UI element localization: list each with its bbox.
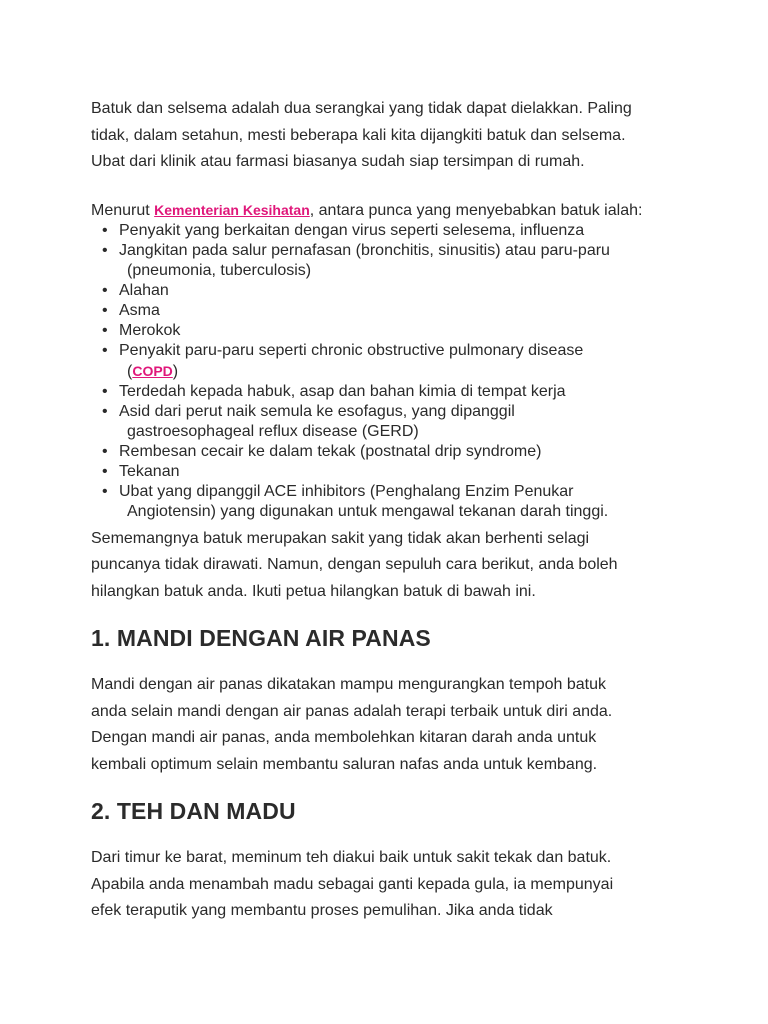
causes-lead-suffix: , antara punca yang menyebabkan batuk ialah: — [309, 201, 643, 219]
causes-list — [91, 221, 691, 522]
intro-line: Ubat dari klinik atau farmasi biasanya sudah siap tersimpan di rumah. — [91, 153, 585, 170]
intro-paragraph — [91, 96, 691, 176]
list-item: • Jangkitan pada salur pernafasan (bronchitis, sinusitis) atau paru-paru (pneumonia, tuberculosis) — [119, 241, 691, 281]
list-item: • Penyakit yang berkaitan dengan virus seperti selesema, influenza — [119, 221, 691, 241]
section-1-line: Mandi dengan air panas dikatakan mampu mengurangkan tempoh batuk — [91, 676, 606, 693]
causes-lead-prefix: Menurut — [91, 201, 155, 219]
copd-link[interactable]: COPD — [132, 362, 173, 379]
section-2-paragraph — [91, 845, 691, 925]
causes-lead — [91, 200, 691, 221]
list-item: • Penyakit paru-paru seperti chronic obstructive pulmonary disease (COPD) — [119, 341, 691, 382]
section-1-line: kembali optimum selain membantu saluran nafas anda untuk kembang. — [91, 755, 598, 773]
section-1-paragraph — [91, 672, 691, 778]
kementerian-kesihatan-link[interactable]: Kementerian Kesihatan — [154, 201, 310, 218]
section-2-heading: 2. TEH DAN MADU — [91, 798, 296, 824]
article-body — [91, 96, 691, 925]
list-item: • Asma — [119, 301, 691, 321]
outro-line: Sememangnya batuk merupakan sakit yang tidak akan berhenti selagi — [91, 529, 590, 547]
list-item: • Alahan — [119, 281, 691, 301]
section-2-line: efek teraputik yang membantu proses pemulihan. Jika anda tidak — [91, 902, 553, 919]
section-2-line: Dari timur ke barat, meminum teh diakui baik untuk sakit tekak dan batuk. — [91, 849, 612, 866]
list-item: • Rembesan cecair ke dalam tekak (postnatal drip syndrome) — [119, 442, 691, 462]
section-1-line: anda selain mandi dengan air panas adalah terapi terbaik untuk diri anda. — [91, 702, 613, 720]
section-2-line: Apabila anda menambah madu sebagai ganti kepada gula, ia mempunyai — [91, 875, 614, 893]
list-item: • Tekanan — [119, 462, 691, 482]
outro-line: puncanya tidak dirawati. Namun, dengan sepuluh cara berikut, anda boleh — [91, 556, 618, 573]
list-item: • Asid dari perut naik semula ke esofagus, yang dipanggil gastroesophageal reflux disease (GERD) — [119, 402, 691, 442]
list-item: • Terdedah kepada habuk, asap dan bahan kimia di tempat kerja — [119, 382, 691, 402]
intro-line: tidak, dalam setahun, mesti beberapa kali kita dijangkiti batuk dan selsema. — [91, 126, 626, 144]
outro-paragraph — [91, 526, 691, 606]
list-item: • Ubat yang dipanggil ACE inhibitors (Penghalang Enzim Penukar Angiotensin) yang digunakan untuk mengawal tekanan darah tinggi. — [119, 482, 691, 522]
intro-line: Batuk dan selsema adalah dua serangkai yang tidak dapat dielakkan. Paling — [91, 100, 632, 117]
section-1-heading: 1. MANDI DENGAN AIR PANAS — [91, 625, 431, 651]
outro-line: hilangkan batuk anda. Ikuti petua hilangkan batuk di bawah ini. — [91, 582, 536, 600]
list-item: • Merokok — [119, 321, 691, 341]
section-1-line: Dengan mandi air panas, anda membolehkan kitaran darah anda untuk — [91, 729, 597, 746]
